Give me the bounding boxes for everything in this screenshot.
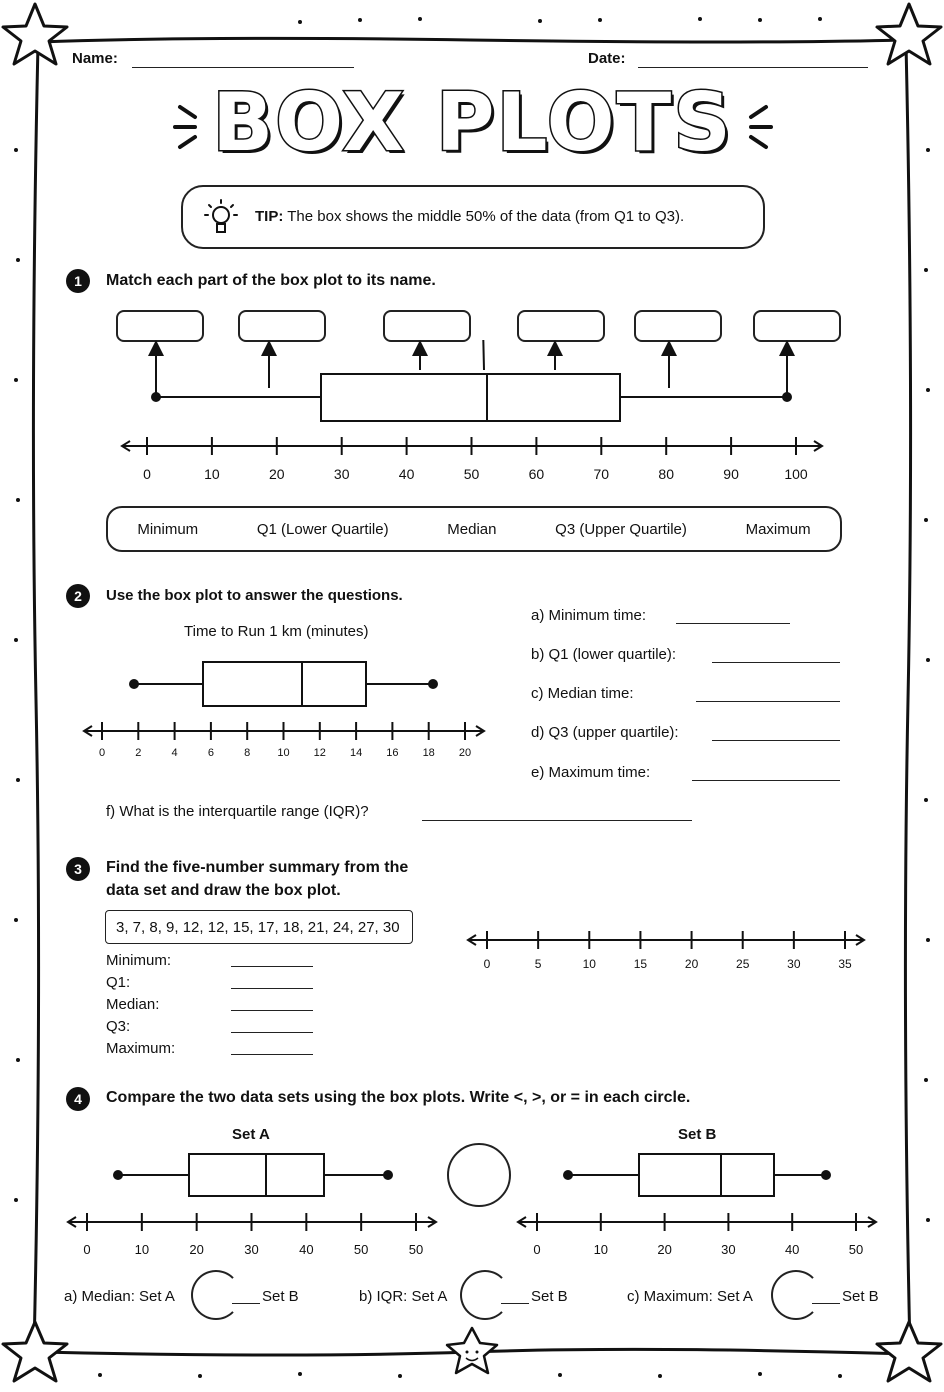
answer-blank[interactable] [231,1054,313,1055]
box [639,1154,774,1196]
axis-tick-label: 20 [189,1242,204,1257]
axis-tick-label: 12 [313,747,326,759]
max-point [428,679,438,689]
question-prompt: Find the five-number summary from the [106,859,409,876]
question-prompt: Use the box plot to answer the questions. [106,587,403,604]
question-number-badge: 2 [66,584,90,608]
axis-tick-label: 15 [633,957,648,971]
star-icon [3,1322,67,1381]
page-title: BOX PLOTS [212,76,733,169]
axis-tick-label: 30 [721,1242,736,1257]
circle-stem [812,1303,840,1304]
question-c: c) Median time: [531,685,634,702]
answer-blank[interactable] [231,1010,313,1011]
question-d: d) Q3 (upper quartile): [531,724,679,741]
number-line [518,1213,876,1257]
answer-box-maximum[interactable] [634,310,722,342]
lightbulb-icon [201,197,241,239]
set-a-title: Set A [232,1126,270,1143]
axis-tick-label: 40 [784,1242,800,1257]
axis-tick-label: 70 [593,466,610,482]
word-bank-item: Q3 (Upper Quartile) [555,520,687,538]
axis-tick-label: 16 [386,747,399,759]
compare-a-left: a) Median: Set A [64,1288,175,1305]
axis-tick-label: 14 [349,747,363,759]
compare-circle[interactable] [191,1270,241,1320]
tip-text: The box shows the middle 50% of the data (from Q1 to Q3). [287,208,685,225]
number-line [122,437,822,482]
word-bank-item: Median [447,520,497,538]
axis-tick-label: 4 [171,747,178,759]
axis-tick-label: 2 [135,747,142,759]
compare-c-left: c) Maximum: Set A [627,1288,753,1305]
answer-blank[interactable] [712,662,840,663]
axis-tick-label: 20 [269,466,285,482]
axis-tick-label: 0 [533,1242,541,1257]
question-prompt: Compare the two data sets using the box plots. Write <, >, or = in each circle. [106,1089,691,1106]
axis-tick-label: 40 [299,1242,314,1257]
axis-tick-label: 10 [204,466,220,482]
axis-tick-label: 20 [684,957,699,971]
answer-box-q1[interactable] [238,310,326,342]
max-point [782,392,792,402]
box [321,374,620,421]
answer-blank[interactable] [231,1032,313,1033]
box [189,1154,324,1196]
axis-tick-label: 10 [134,1242,150,1257]
sparkle-icon [746,92,806,162]
name-label: Name: [72,50,118,67]
question-f: f) What is the interquartile range (IQR)? [106,803,369,820]
word-bank [106,506,842,552]
answer-box-whisker-end[interactable] [753,310,841,342]
summary-label: Minimum: [106,952,172,969]
answer-blank[interactable] [676,623,790,624]
summary-label: Maximum: [106,1040,176,1057]
question-b: b) Q1 (lower quartile): [531,646,677,663]
axis-tick-label: 60 [528,466,545,482]
axis-tick-label: 90 [723,466,739,482]
date-field[interactable] [638,67,868,68]
max-point [383,1170,393,1180]
axis-tick-label: 50 [463,466,480,482]
summary-label: Q3: [106,1018,131,1035]
axis-tick-label: 10 [593,1242,609,1257]
min-point [129,679,139,689]
box [203,662,366,706]
question-number-badge: 1 [66,269,90,293]
data-set-box: 3, 7, 8, 9, 12, 12, 15, 17, 18, 21, 24, 27, 30 [105,910,413,944]
star-icon [877,4,941,64]
compare-b-right: Set B [531,1288,568,1305]
q1-box-plot [100,340,840,500]
name-field[interactable] [132,67,354,68]
max-point [821,1170,831,1180]
answer-blank[interactable] [692,780,840,781]
axis-tick-label: 30 [333,466,350,482]
axis-tick-label: 30 [787,957,801,971]
question-number-badge: 3 [66,857,90,881]
q3-number-line[interactable] [460,920,880,980]
compare-b-left: b) IQR: Set A [359,1288,448,1305]
tip-label: TIP: [255,208,284,225]
question-prompt-line2: data set and draw the box plot. [106,882,341,899]
axis-tick-label: 40 [398,466,415,482]
axis-tick-label: 6 [207,747,214,759]
axis-tick-label: 0 [143,466,151,482]
answer-box-median[interactable] [383,310,471,342]
answer-blank[interactable] [231,988,313,989]
compare-circle[interactable] [460,1270,510,1320]
answer-box-q3[interactable] [517,310,605,342]
circle-stem [232,1303,260,1304]
number-line [68,1213,436,1257]
set-a-box-plot [60,1150,450,1270]
compare-circle[interactable] [771,1270,821,1320]
compare-a-right: Set B [262,1288,299,1305]
min-point [113,1170,123,1180]
star-icon [3,4,67,64]
axis-tick-label: 10 [277,747,290,759]
answer-blank[interactable] [696,701,840,702]
word-bank-item: Minimum [137,520,199,538]
axis-tick-label: 20 [458,747,472,759]
question-e: e) Maximum time: [531,764,651,781]
answer-blank[interactable] [422,820,692,821]
answer-box-minimum[interactable] [116,310,204,342]
axis-tick-label: 50 [408,1242,424,1257]
q2-box-plot [80,650,500,770]
axis-tick-label: 100 [784,466,808,482]
summary-label: Q1: [106,974,131,991]
compare-circle[interactable] [447,1143,511,1207]
axis-tick-label: 10 [582,957,596,971]
number-line [84,722,484,759]
axis-tick-label: 0 [483,957,491,971]
circle-stem [501,1303,529,1304]
axis-tick-label: 8 [244,747,251,759]
axis-tick-label: 25 [736,957,750,971]
date-label: Date: [588,50,626,67]
smiling-star-icon [447,1328,497,1373]
axis-tick-label: 50 [848,1242,864,1257]
sparkle-icon [140,92,200,162]
set-b-title: Set B [678,1126,717,1143]
answer-blank[interactable] [231,966,313,967]
plot-title: Time to Run 1 km (minutes) [184,623,369,640]
axis-tick-label: 0 [83,1242,91,1257]
word-bank-item: Q1 (Lower Quartile) [256,520,389,538]
set-b-box-plot [510,1150,890,1270]
axis-tick-label: 30 [244,1242,259,1257]
min-point [563,1170,573,1180]
axis-tick-label: 0 [98,747,106,759]
word-bank-item: Maximum [745,520,811,538]
question-number-badge: 4 [66,1087,90,1111]
axis-tick-label: 35 [838,957,852,971]
tip-box [181,185,765,249]
axis-tick-label: 20 [657,1242,672,1257]
min-point [151,392,161,402]
question-prompt: Match each part of the box plot to its name. [106,272,436,289]
axis-tick-label: 50 [353,1242,369,1257]
answer-blank[interactable] [712,740,840,741]
star-icon [877,1322,941,1381]
axis-tick-label: 18 [422,747,435,759]
question-a: a) Minimum time: [531,607,647,624]
axis-tick-label: 80 [658,466,674,482]
summary-label: Median: [106,996,160,1013]
compare-c-right: Set B [842,1288,879,1305]
axis-tick-label: 5 [534,957,542,971]
